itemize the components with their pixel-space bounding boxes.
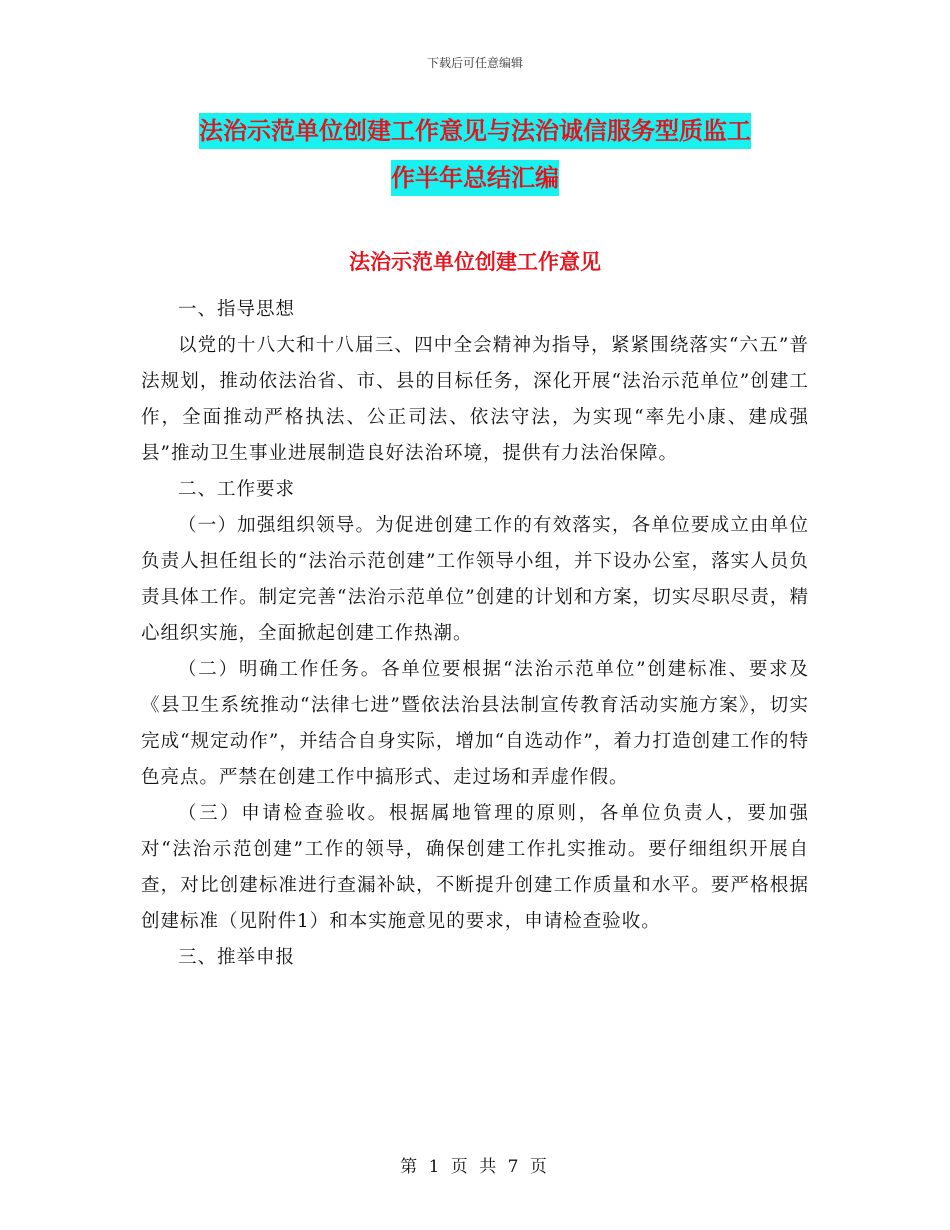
paragraph: （三）申请检查验收。根据属地管理的原则，各单位负责人，要加强对“法治示范创建”工作的领导，确保创建工作扎实推动。要仔细组织开展自查，对比创建标准进行查漏补缺，不断提升创建工作质量和水平。要严格根据创建标准（见附件1）和本实施意见的要求，申请检查验收。 [141,803,809,932]
document-title-line1: 法治示范单位创建工作意见与法治诚信服务型质监工 [199,113,751,149]
paragraph: （一）加强组织领导。为促进创建工作的有效落实，各单位要成立由单位负责人担任组长的“法治示范创建”工作领导小组，并下设办公室，落实人员负责具体工作。制定完善“法治示范单位”创建的计划和方案，切实尽职尽责，精心组织实施，全面掀起创建工作热潮。 [141,515,809,644]
page-header: 下载后可任意编辑 [426,56,523,70]
heading-work-requirements: 二、工作要求 [178,479,296,500]
document-title [140,108,810,202]
section-title: 法治示范单位创建工作意见 [349,250,601,274]
paragraph: （二）明确工作任务。各单位要根据“法治示范单位”创建标准、要求及《县卫生系统推动“法律七进”暨依法治县法制宣传教育活动实施方案》，切实完成“规定动作”，并结合自身实际，增加“自选动作”，着力打造创建工作的特色亮点。严禁在创建工作中搞形式、走过场和弄虚作假。 [141,659,809,788]
heading-recommendation: 三、推举申报 [178,947,296,968]
page-footer: 第 1 页 共 7 页 [400,1157,550,1177]
document-body [141,292,809,976]
paragraph: 以党的十八大和十八届三、四中全会精神为指导，紧紧围绕落实“六五”普法规划，推动依法治省、市、县的目标任务，深化开展“法治示范单位”创建工作，全面推动严格执法、公正司法、依法守法，为实现“率先小康、建成强县”推动卫生事业进展制造良好法治环境，提供有力法治保障。 [141,335,809,464]
heading-guiding-ideology: 一、指导思想 [178,299,296,320]
document-title-line2: 作半年总结汇编 [391,160,559,196]
